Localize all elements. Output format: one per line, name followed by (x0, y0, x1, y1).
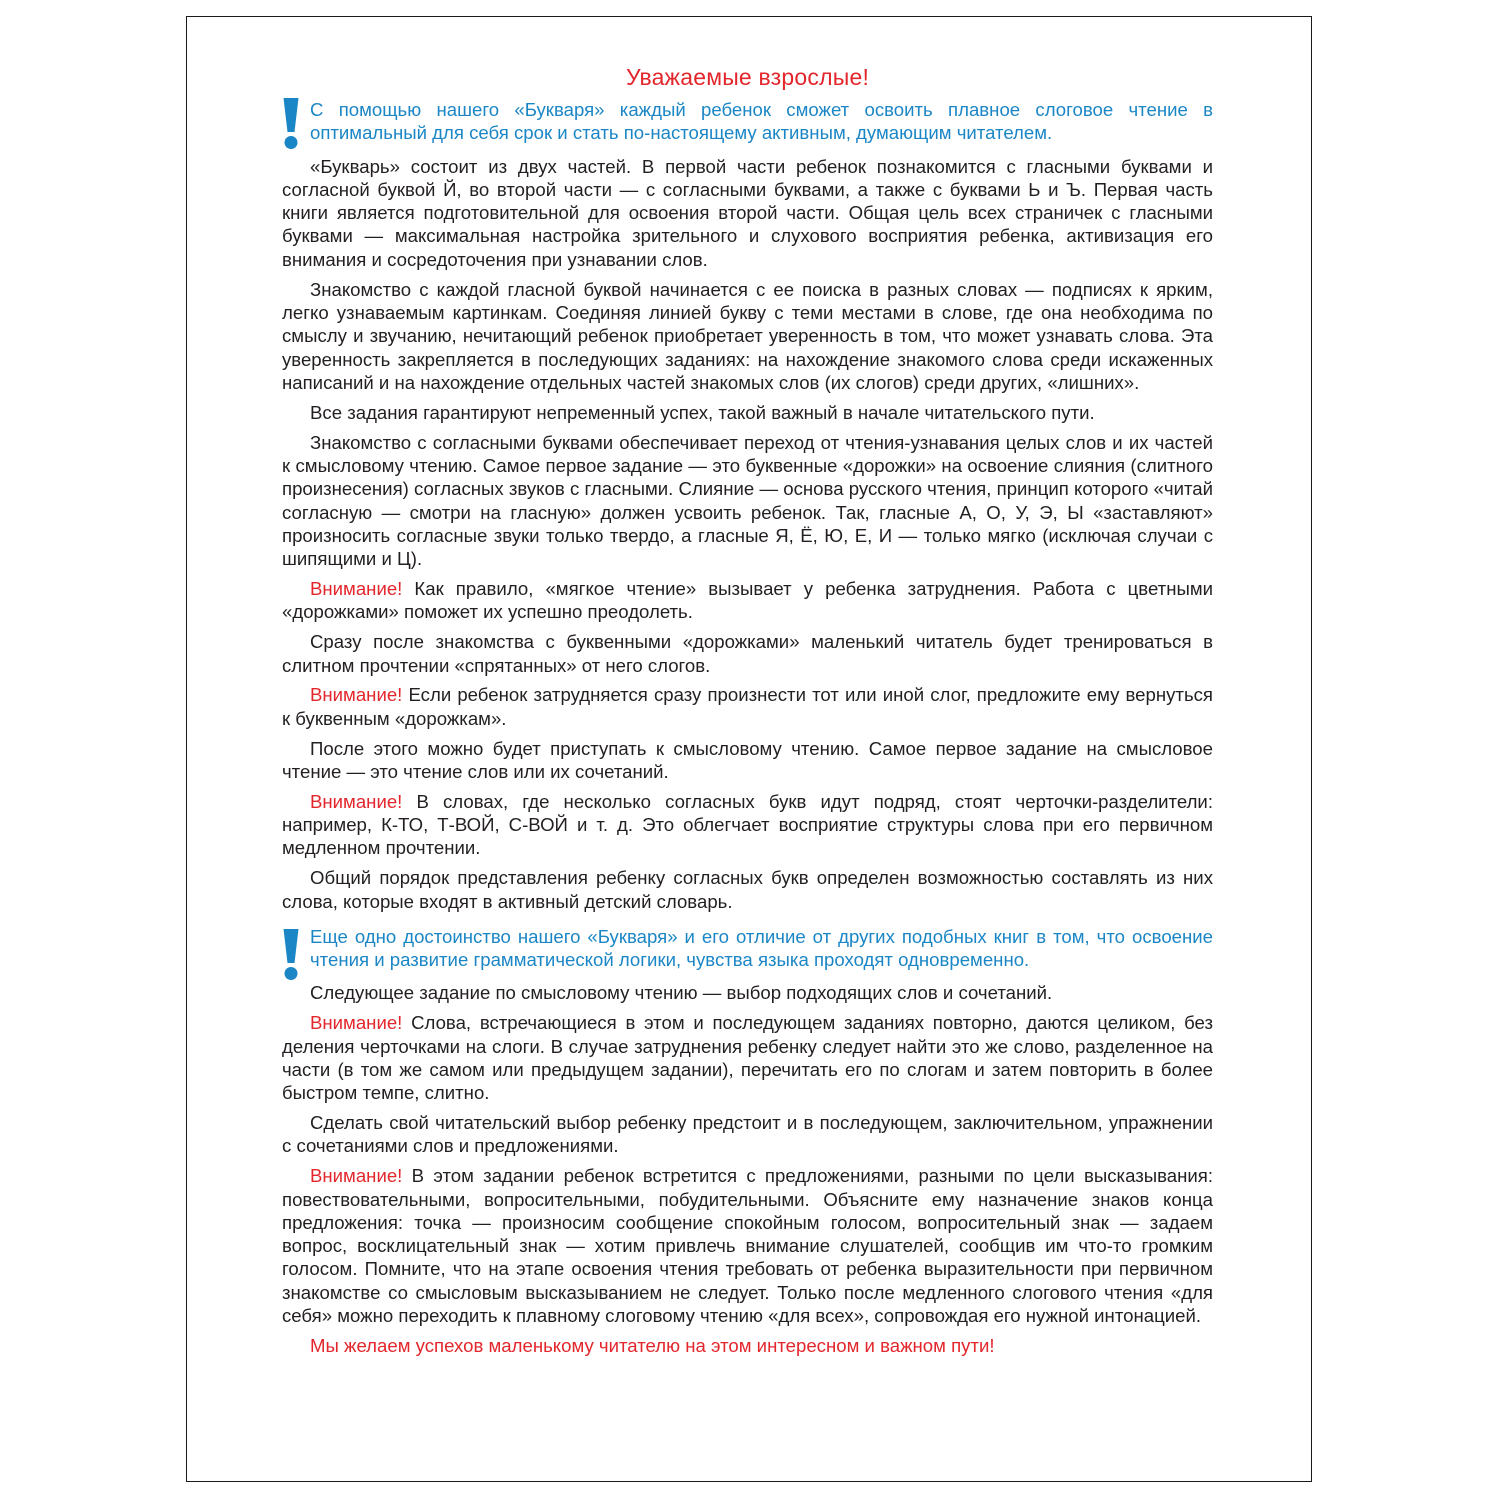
highlight-note (282, 98, 1213, 145)
paragraph (282, 1011, 1213, 1104)
paragraph-text: В этом задании ребенок встретится с предложениями, разными по цели высказывания: повествовательными, вопросительными, побудительными. Объясните ему назначение знаков конца предложения: точка — произносим сообщение спокойным голосом, вопросительный знак — задаем вопрос, восклицательный знак — хотим привлечь внимание слушателей, сообщив им что-то громким голосом. Помните, что на этапе освоения чтения требовать от ребенка выразительности при первичном знакомстве со смысловым высказыванием не следует. Только после медленного слогового чтения «для себя» можно переходить к плавному слоговому чтению «для всех», сопровождая его нужной интонацией. (282, 1165, 1213, 1327)
attention-label: Внимание! (310, 790, 403, 812)
paragraph: Все задания гарантируют непременный успех, такой важный в начале читательского пути. (310, 401, 1095, 423)
paragraph-text: Как правило, «мягкое чтение» вызывает у ребенка затруднения. Работа с цветными «дорожками» поможет их успешно преодолеть. (282, 578, 1213, 623)
paragraph: «Букварь» состоит из двух частей. В первой части ребенок познакомится с гласными буквами и согласной буквой Й, во второй части — с согласными буквами, а также с буквами Ь и Ъ. Первая часть книги является подготовительной для освоения второй части. Общая цель всех страничек с гласными буквами — максимальная настройка зрительного и слухового восприятия ребенка, активизация его внимания и сосредоточения при узнавании слов. (282, 155, 1213, 270)
paragraph: Сделать свой читательский выбор ребенку предстоит и в последующем, заключительном, упражнении с сочетаниями слов и предложениями. (282, 1112, 1213, 1157)
paragraph: После этого можно будет приступать к смысловому чтению. Самое первое задание на смысловое чтение — это чтение слов или их сочетаний. (282, 737, 1213, 782)
paragraph-text: В словах, где несколько согласных букв идут подряд, стоят черточки-разделители: например, К-ТО, Т-ВОЙ, С-ВОЙ и т. д. Это облегчает восприятие структуры слова при его первичном медленном прочтении. (282, 790, 1213, 859)
paragraph (282, 683, 1213, 730)
exclamation-icon (282, 929, 300, 981)
attention-label: Внимание! (310, 578, 403, 600)
document-body (282, 62, 1213, 1364)
paragraph: Общий порядок представления ребенку согласных букв определен возможностью составлять из них слова, которые входят в активный детский словарь. (282, 867, 1213, 912)
exclamation-icon (282, 98, 300, 150)
note-text: Еще одно достоинство нашего «Букваря» и его отличие от других подобных книг в том, что освоение чтения и развитие грамматической логики, чувства языка проходят одновременно. (310, 925, 1213, 971)
paragraph (282, 1164, 1213, 1327)
paragraph (282, 790, 1213, 860)
closing-line: Мы желаем успехов маленькому читателю на этом интересном и важном пути! (310, 1334, 995, 1356)
paragraph: Знакомство с согласными буквами обеспечивает переход от чтения-узнавания целых слов и их частей к смысловому чтению. Самое первое задание — это буквенные «дорожки» на освоение слияния (слитного произнесения) согласных звуков с гласными. Слияние — основа русского чтения, принцип которого «читай согласную — смотри на гласную» должен усвоить ребенок. Так, гласные А, О, У, Э, Ы «заставляют» произносить согласные звуки только твердо, а гласные Я, Ё, Ю, Е, И — только мягко (исключая случаи с шипящими и Ц). (282, 431, 1213, 570)
paragraph (282, 577, 1213, 624)
attention-label: Внимание! (310, 1012, 403, 1034)
highlight-note (282, 925, 1213, 972)
paragraph-text: Если ребенок затрудняется сразу произнести тот или иной слог, предложите ему вернуться к буквенным «дорожкам». (282, 684, 1213, 729)
paragraph: Следующее задание по смысловому чтению — выбор подходящих слов и сочетаний. (310, 982, 1053, 1004)
note-text: С помощью нашего «Букваря» каждый ребенок сможет освоить плавное слоговое чтение в оптимальный для себя срок и стать по-настоящему активным, думающим читателем. (310, 99, 1213, 144)
paragraph-text: Слова, встречающиеся в этом и последующем заданиях повторно, даются целиком, без деления черточками на слоги. В случае затруднения ребенку следует найти это же слово, разделенное на части (в том же самом или предыдущем задании), перечитать его по слогам и затем повторить в более быстром темпе, слитно. (282, 1012, 1213, 1104)
paragraph: Сразу после знакомства с буквенными «дорожками» маленький читатель будет тренироваться в слитном прочтении «спрятанных» от него слогов. (282, 631, 1213, 676)
page-title: Уважаемые взрослые! (625, 64, 870, 90)
attention-label: Внимание! (310, 1165, 403, 1187)
paragraph: Знакомство с каждой гласной буквой начинается с ее поиска в разных словах — подписях к ярким, легко узнаваемым картинкам. Соединяя линией букву с теми местами в слове, где она необходима по смыслу и звучанию, нечитающий ребенок приобретает уверенность в том, что может узнавать слова. Эта уверенность закрепляется в последующих заданиях: на нахождение знакомого слова среди искаженных написаний и на нахождение отдельных частей знакомых слов (их слогов) среди других, «лишних». (282, 278, 1213, 393)
attention-label: Внимание! (310, 684, 403, 706)
